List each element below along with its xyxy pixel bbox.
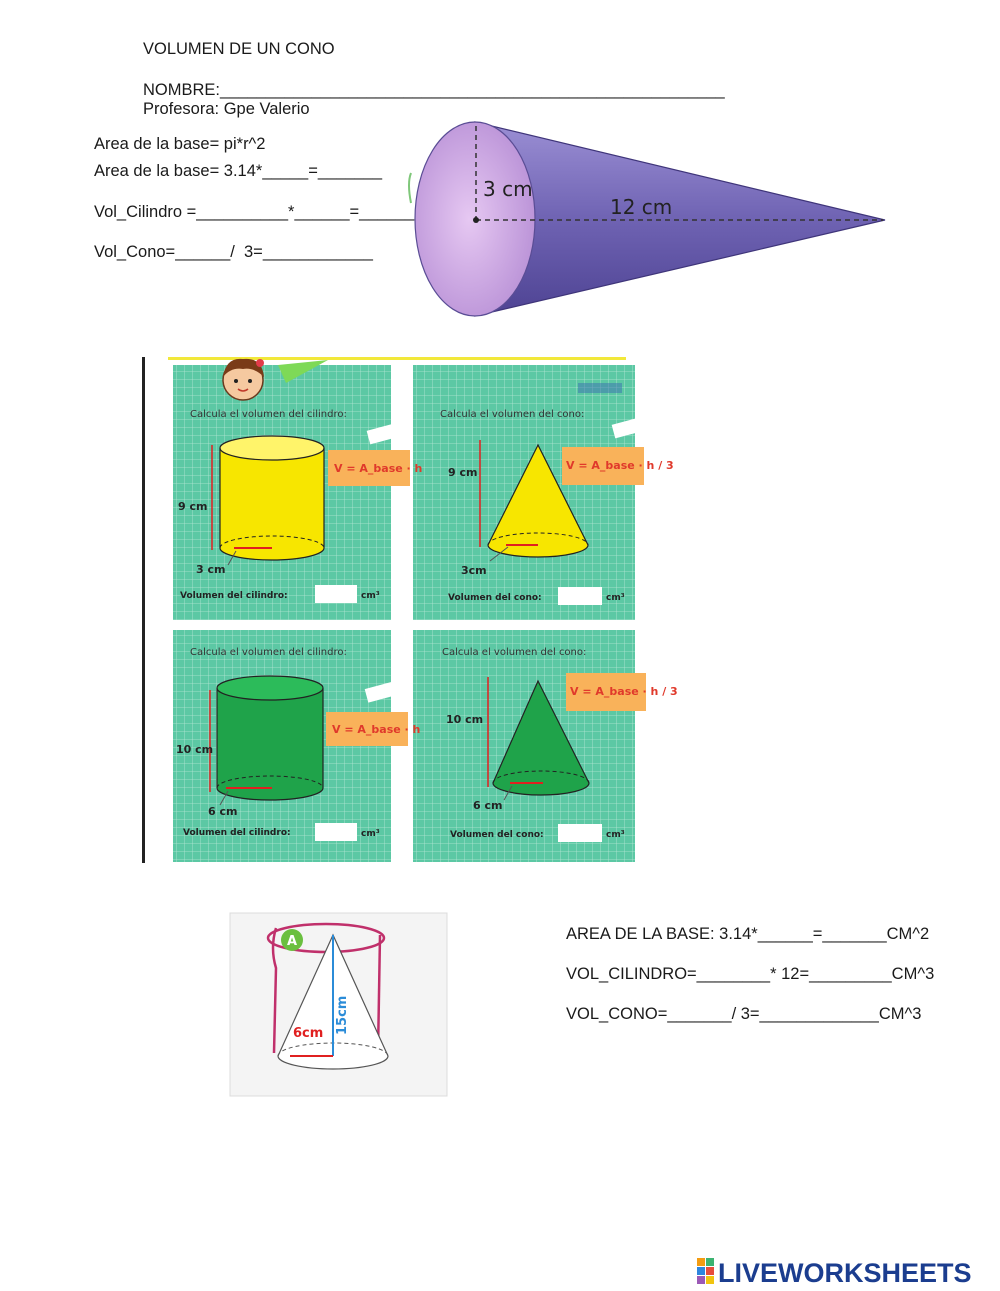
base-area-calc[interactable]: Area de la base= 3.14*_____=_______ (94, 162, 383, 180)
cone-15cm-figure (230, 913, 447, 1096)
panel-1-footer: Volumen del cilindro: (180, 591, 288, 601)
radius-label: 3 cm (483, 177, 533, 201)
base-area-formula: Area de la base= pi*r^2 (94, 135, 266, 153)
worksheet-image (168, 355, 678, 865)
brand-text: LIVEWORKSHEETS (718, 1258, 972, 1288)
section3-cone-volume[interactable]: VOL_CONO=_______/ 3=_____________CM^3 (566, 1005, 922, 1023)
panel-1-height: 9 cm (178, 500, 208, 513)
panel-4-footer: Volumen del cono: (450, 830, 544, 840)
panel-2-answer-box (558, 587, 602, 605)
height-15cm-label: 15cm (335, 995, 350, 1035)
margin-line (142, 357, 145, 863)
cone-figure-12cm (405, 118, 895, 318)
panel-1-answer-box (315, 585, 357, 603)
radius-6cm-label: 6cm (293, 1026, 324, 1041)
girl-avatar-icon (223, 359, 264, 400)
name-field[interactable]: NOMBRE:_______________________________________________________ (143, 81, 725, 99)
cone-volume-calc[interactable]: Vol_Cono=______/ 3=____________ (94, 243, 373, 261)
panel-4-radius: 6 cm (473, 799, 503, 812)
panel-1-unit: cm³ (361, 591, 380, 601)
panel-3-formula: V = A_base · h (332, 723, 421, 736)
panel-4-formula: V = A_base · h / 3 (570, 685, 678, 698)
section3-base-area[interactable]: AREA DE LA BASE: 3.14*______=_______CM^2 (566, 925, 930, 943)
worksheet-title: VOLUMEN DE UN CONO (143, 40, 335, 58)
panel-1-title: Calcula el volumen del cilindro: (190, 409, 347, 420)
liveworksheets-logo (697, 1256, 997, 1286)
length-label: 12 cm (610, 195, 673, 219)
section3-cylinder-volume[interactable]: VOL_CILINDRO=________* 12=_________CM^3 (566, 965, 935, 983)
panel-1-radius: 3 cm (196, 563, 226, 576)
panel-2-title: Calcula el volumen del cono: (440, 409, 585, 420)
panel-3-height: 10 cm (176, 743, 214, 756)
panel-4-answer-box (558, 824, 602, 842)
panel-4-title: Calcula el volumen del cono: (442, 647, 587, 658)
panel-3-unit: cm³ (361, 829, 380, 839)
panel-1-formula: V = A_base · h (334, 462, 423, 475)
cylinder-volume-calc[interactable]: Vol_Cilindro =__________*______=______ (94, 203, 415, 221)
teacher-label: Profesora: Gpe Valerio (143, 100, 310, 118)
logo-block-icon (697, 1258, 705, 1266)
panel-4-height: 10 cm (446, 713, 484, 726)
panel-3-title: Calcula el volumen del cilindro: (190, 647, 347, 658)
panel-2-unit: cm³ (606, 593, 625, 603)
svg-text:A: A (287, 934, 298, 949)
panel-4-unit: cm³ (606, 830, 625, 840)
panel-2-height: 9 cm (448, 466, 478, 479)
panel-2-radius: 3cm (461, 564, 487, 577)
panel-3-answer-box (315, 823, 357, 841)
panel-2-footer: Volumen del cono: (448, 593, 542, 603)
panel-3-radius: 6 cm (208, 805, 238, 818)
panel-2-formula: V = A_base · h / 3 (566, 459, 674, 472)
panel-3-footer: Volumen del cilindro: (183, 828, 291, 838)
